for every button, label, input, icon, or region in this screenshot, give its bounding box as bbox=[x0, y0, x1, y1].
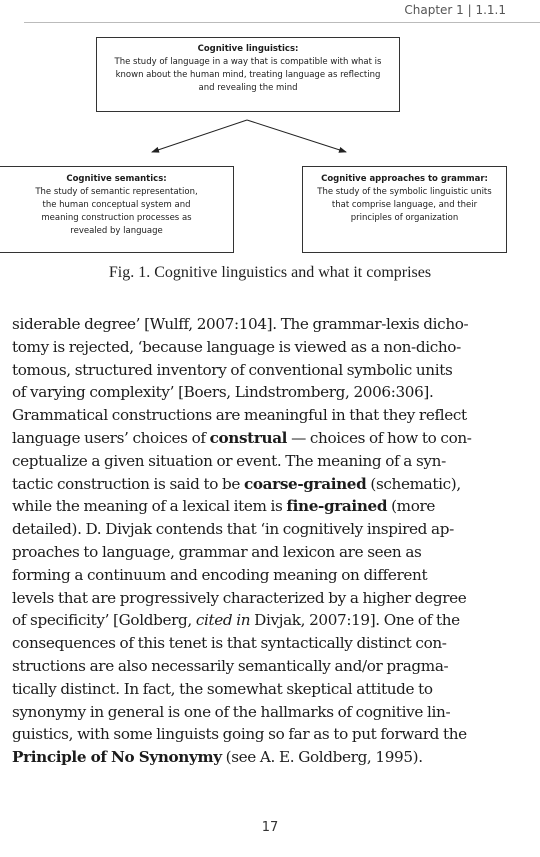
box-line: principles of organization bbox=[350, 213, 459, 223]
text-line: tactic construction is said to be coarse-grained (schematic), bbox=[12, 474, 461, 493]
box-title: Cognitive approaches to grammar: bbox=[321, 174, 488, 184]
box-line: revealed by language bbox=[70, 226, 163, 236]
box-line: The study of language in a way that is compatible with what is bbox=[114, 57, 382, 67]
box-line: meaning construction processes as bbox=[41, 213, 192, 223]
figure-caption: Fig. 1. Cognitive linguistics and what it comprises bbox=[108, 264, 432, 281]
text-line: tomy is rejected, ‘because language is viewed as a non-dicho- bbox=[12, 337, 461, 356]
text-line: while the meaning of a lexical item is fine-grained (more bbox=[12, 497, 436, 516]
cognitive-linguistics-box bbox=[96, 37, 400, 112]
box-title: Cognitive semantics: bbox=[66, 174, 167, 184]
box-title: Cognitive linguistics: bbox=[197, 44, 299, 54]
term-construal: construal bbox=[209, 428, 288, 447]
arrow-to-cognitive-grammar bbox=[247, 120, 346, 152]
chapter-label: Chapter 1 | 1.1.1 bbox=[404, 3, 506, 17]
text-line: tically distinct. In fact, the somewhat skeptical attitude to bbox=[12, 679, 433, 698]
box-line: and revealing the mind bbox=[198, 83, 298, 93]
text-line: structions are also necessarily semantically and/or pragma- bbox=[12, 656, 449, 675]
text-line: ceptualize a given situation or event. The meaning of a syn- bbox=[12, 451, 446, 470]
cognitive-semantics-box bbox=[0, 166, 234, 253]
text-line: Grammatical constructions are meaningful in that they reflect bbox=[12, 406, 467, 425]
box-line: that comprise language, and their bbox=[331, 200, 478, 210]
text-line: siderable degree’ [Wulff, 2007:104]. The grammar-lexis dicho- bbox=[12, 315, 469, 333]
text-line: of varying complexity’ [Boers, Lindstromberg, 2006:306]. bbox=[12, 383, 434, 402]
box-line: The study of semantic representation, bbox=[35, 187, 198, 197]
term-coarse-grained: coarse-grained bbox=[244, 474, 367, 493]
text-line: proaches to language, grammar and lexicon are seen as bbox=[12, 542, 422, 561]
text-line: language users’ choices of construal — choices of how to con- bbox=[12, 428, 472, 447]
text-line: levels that are progressively characterized by a higher degree bbox=[12, 588, 467, 607]
text-line: detailed). D. Divjak contends that ‘in cognitively inspired ap- bbox=[12, 520, 454, 539]
text-line: of specificity’ [Goldberg, cited in Divjak, 2007:19]. One of the bbox=[12, 611, 460, 630]
text-line: Principle of No Synonymy (see A. E. Goldberg, 1995). bbox=[12, 748, 423, 767]
term-fine-grained: fine-grained bbox=[286, 497, 388, 516]
term-principle-of-no-synonymy: Principle of No Synonymy bbox=[12, 748, 222, 767]
text-line: guistics, with some linguists going so far as to put forward the bbox=[12, 725, 467, 744]
page-number: 17 bbox=[261, 820, 279, 835]
box-line: The study of the symbolic linguistic units bbox=[317, 187, 492, 197]
box-line: known about the human mind, treating language as reflecting bbox=[115, 70, 381, 80]
text-line: synonymy in general is one of the hallmarks of cognitive lin- bbox=[12, 702, 451, 721]
cited-in-italic: cited in bbox=[195, 611, 251, 630]
text-line: consequences of this tenet is that syntactically distinct con- bbox=[12, 634, 447, 653]
body-text bbox=[12, 313, 516, 769]
box-line: the human conceptual system and bbox=[42, 200, 191, 210]
text-line: tomous, structured inventory of conventional symbolic units bbox=[12, 360, 453, 379]
text-line: forming a continuum and encoding meaning on different bbox=[12, 565, 428, 584]
cognitive-grammar-box bbox=[302, 166, 507, 253]
arrow-to-cognitive-semantics bbox=[152, 120, 247, 152]
